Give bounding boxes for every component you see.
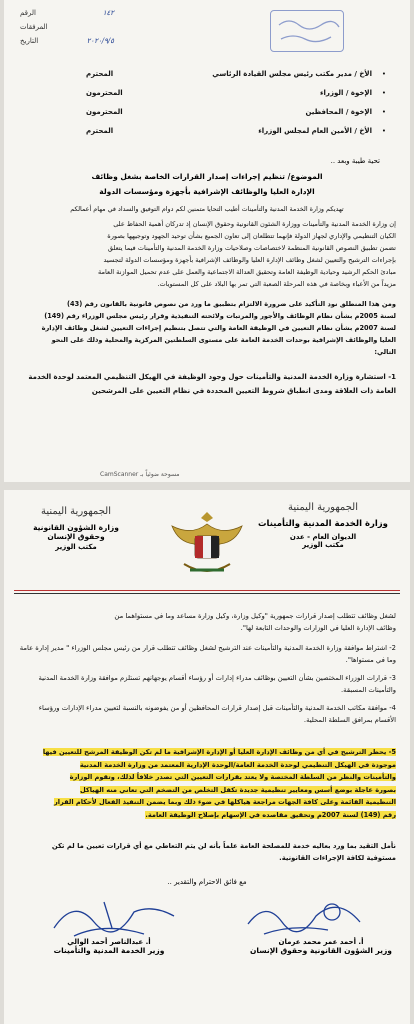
letter-page-2 <box>4 490 410 1024</box>
signatory-name: أ. عبدالناصر أحمد الوالي <box>67 938 151 946</box>
closing-paragraph <box>18 840 396 864</box>
received-stamp <box>270 10 344 52</box>
recipient-title: الأخ / الأمين العام لمجلس الوزراء <box>258 127 372 135</box>
text-line: مزيداً من الأعباء وبخاصة في هذه المرحلة الصعبة التي تمر بها البلاد على كل المستويات. <box>157 280 396 288</box>
text-line: الكيان التنظيمي والإداري لجهاز الدولة فإنهما تتطلعان إلى تعاون الجميع بشأن توحيد الجهود وتوجيهها بصورة <box>107 232 396 240</box>
recipient-row <box>86 127 386 139</box>
reference-box <box>20 6 114 48</box>
text-line: مبادئ الحكم الرشيد وحيادية الوظيفة العامة وتحقيق العدالة الاجتماعية والعمل على عدم تحميل الموازنة العامة <box>97 268 396 276</box>
signatory-title: وزير الشؤون القانونية وحقوق الإنسان <box>250 946 392 955</box>
highlighted-line: رقم (149) لسنة 2007م وتحقيق مقاصده في الإسهام بإصلاح الوظيفة العامة. <box>145 810 396 819</box>
recipient-honorific: المحترم <box>86 127 114 135</box>
items-2-to-4 <box>18 642 396 726</box>
bullet-icon: • <box>381 70 386 78</box>
date-row <box>20 34 114 48</box>
letterhead-civil-service-ministry <box>250 502 396 549</box>
reference-number-row <box>20 6 114 20</box>
recipient-row <box>86 89 386 101</box>
recipient-honorific: المحترمون <box>86 89 123 97</box>
text-line: بإجراءات الترشيح والتعيين لشغل وظائف الإدارة العليا والوظائف الإشرافية بأجهزة ومؤسسات الدولة لتجسيد <box>103 256 396 264</box>
greeting: تحية طيبة وبعد .. <box>330 157 380 165</box>
continued-item-1 <box>18 610 396 634</box>
attachments-row <box>20 20 114 34</box>
list-item: 4- موافقة مكاتب الخدمة المدنية والتأمينات قبل إصدار قرارات المحافظين أو من يفوضونه بالنسبة لتعيين مدراء الإدارات ورؤساء الأقسام بمرافق السلطة المحلية. <box>38 704 396 724</box>
paragraph-1 <box>18 218 396 290</box>
signature-right-icon <box>240 894 370 944</box>
letterhead-ministry-name: وزارة الشؤون القانونية <box>33 523 119 532</box>
text-line: لشغل وظائف تتطلب إصدار قرارات جمهورية "وكيل وزارة، وكيل وزارة مساعد وما في مستواهما من <box>114 612 396 620</box>
subject-line: الموضوع/ تنظيم إجراءات إصدار القرارات الخاصة بشغل وظائف <box>91 172 323 181</box>
recipient-title: الأخ / مدير مكتب رئيس مجلس القيادة الرئاسي <box>212 70 372 78</box>
text-line: مستوفية لكافة الإجراءات القانونية. <box>279 854 396 862</box>
bullet-icon: • <box>381 127 386 135</box>
text-line: التالي: <box>374 348 396 356</box>
recipient-title: الإخوة / المحافظين <box>305 108 372 116</box>
scanner-watermark: CamScanner مسوحة ضوئياً بـ <box>100 471 180 478</box>
paragraph-2 <box>18 298 396 358</box>
regards-line: مع فائق الاحترام والتقدير .. <box>167 878 247 886</box>
letterhead-ministry-name: وزارة الخدمة المدنية والتأمينات <box>258 519 388 529</box>
text-line: العليا والوظائف الإشرافية بوحدات الخدمة العامة على مستوى السلطتين المركزية والمحلية وذلك على النحو <box>51 336 396 344</box>
highlighted-line: التنظيمية القائمة وعلى كافة الجهات مراجعة هياكلها في ضوء ذلك وبما يضمن التنفيذ الفعال لأحكام القرار <box>53 798 396 806</box>
letterhead-office: مكتب الوزير <box>55 543 97 551</box>
reference-number-value: ١٤٢ <box>102 9 114 17</box>
text-line: لسنة 2005م بشأن نظام الوظائف والأجور والمرتبات ولائحته التنفيذية وقرار رئيس مجلس الوزراء رقم (149) <box>44 312 396 320</box>
highlighted-line: والتأمينات والنظر من السلطة المختصة ولا يعتد بقرارات التعيين التي تصدر خلافاً لذلك، وتقوم الوزارة <box>69 773 396 781</box>
letterhead-legal-ministry <box>18 506 134 551</box>
item-1 <box>18 370 396 398</box>
signatory-title: وزير الخدمة المدنية والتأمينات <box>53 946 165 955</box>
text-line: ومن هذا المنطلق نود التأكيد على ضرورة الالتزام بتطبيق ما ورد من نصوص قانونية بالقانون رقم (43) <box>67 300 396 308</box>
recipient-row <box>86 70 386 82</box>
text-line: لسنة 2007م بشأن نظام التعيين في الوظيفة العامة والتي تتصل بتنظيم إجراءات التعيين لشغل وظائف الإدارة <box>41 324 396 332</box>
recipients-block <box>86 70 386 150</box>
eagle-emblem-icon <box>162 506 252 582</box>
letterhead-republic-name: الجمهورية اليمنية <box>40 506 111 517</box>
letterhead-divider <box>14 593 400 594</box>
subject-line: الإدارة العليا والوظائف الإشرافية بأجهزة ومؤسسات الدولة <box>99 187 315 196</box>
date-value: ٢٠٢٠/٩/٥ <box>86 37 114 45</box>
text-line: إن وزارة الخدمة المدنية والتأمينات ووزارة الشئون القانونية وحقوق الإنسان إذ تدركان أهمية الحفاظ على <box>113 220 396 228</box>
date-label: التاريخ <box>20 37 39 45</box>
text-line: نأمل التقيد بما ورد بعاليه خدمة للمصلحة العامة علماً بأنه لن يتم التعاطي مع أي قرارات تعيين ما لم تكن <box>51 842 396 850</box>
list-item: 3- قرارات الوزراء المختصين بشأن التعيين بوظائف مدراء إدارات أو رؤساء أقسام يوجهانهم تستلزم موافقة وزارة الخدمة المدنية والتأمينات المسبقة. <box>38 674 396 694</box>
bullet-icon: • <box>381 108 386 116</box>
letterhead-ministry-name-2: وحقوق الإنسان <box>47 532 105 541</box>
bullet-icon: • <box>381 89 386 97</box>
highlighted-line: موجودة في الهيكل التنظيمي لوحدة الخدمة العامة/الوحدة الإدارية المعتمد من وزارة الخدمة المدنية <box>79 760 396 769</box>
text-line: وظائف الإدارة العليا في الوزارات والوحدات التابعة لها". <box>240 624 396 632</box>
attachments-label: المرفقات <box>20 23 48 31</box>
list-item: 2- اشتراط موافقة وزارة الخدمة المدنية والتأمينات عند الترشيح لشغل وظائف تتطلب قرار من رئيس مجلس الوزراء " مدير إدارة عامة وما في مستواها". <box>19 644 396 664</box>
letter-page-1 <box>4 0 410 482</box>
stamp-scribble-icon <box>271 11 343 51</box>
recipient-honorific: المحترم <box>86 70 114 78</box>
letterhead-divider <box>14 590 400 591</box>
recipient-title: الإخوة / الوزراء <box>319 89 372 97</box>
reference-number-label: الرقم <box>20 9 36 17</box>
signature-left-icon <box>44 892 184 944</box>
signature-block-right <box>246 938 396 955</box>
signature-block-left <box>24 938 194 955</box>
text-line: تضمن تطبيق النصوص القانونية المنظمة لاختصاصات وصلاحيات وزارة الخدمة المدنية والتأمينات فيما يتعلق <box>107 244 396 252</box>
letterhead-department: الديوان العام - عدن <box>289 533 357 541</box>
intro-line: تهديكم وزارة الخدمة المدنية والتأمينات أطيب التحايا متمنين لكم دوام التوفيق والسداد في مهام أعمالكم <box>70 205 344 213</box>
text-line: 1- استشارة وزارة الخدمة المدنية والتأمينات حول وجود الوظيفة في الهيكل التنظيمي المعتمد لوحدة الخدمة <box>28 373 396 381</box>
signatory-name: أ. أحمد عمر محمد عرمان <box>278 938 364 946</box>
item-5-highlighted <box>18 746 396 821</box>
letterhead-office: مكتب الوزير <box>302 541 344 549</box>
letterhead-republic-name: الجمهورية اليمنية <box>287 502 358 513</box>
text-line: العامة ذات العلاقة ومدى انطباق شروط التعيين المحددة في نظام التعيين على المرشحين <box>91 387 396 395</box>
highlighted-line: بصورة عاجلة بوضع أسس ومعايير تنظيمية جديدة تكفل التخلص من التضخم التي تعاني منه الهياكل <box>79 785 396 794</box>
highlighted-line: 5- يحظر الترشيح في أي من وظائف الإدارة العليا أو الإدارة الإشرافية ما لم تكن الوظيفة المرشح للتعيين فيها <box>42 748 396 756</box>
recipient-honorific: المحترمون <box>86 108 123 116</box>
recipient-row <box>86 108 386 120</box>
